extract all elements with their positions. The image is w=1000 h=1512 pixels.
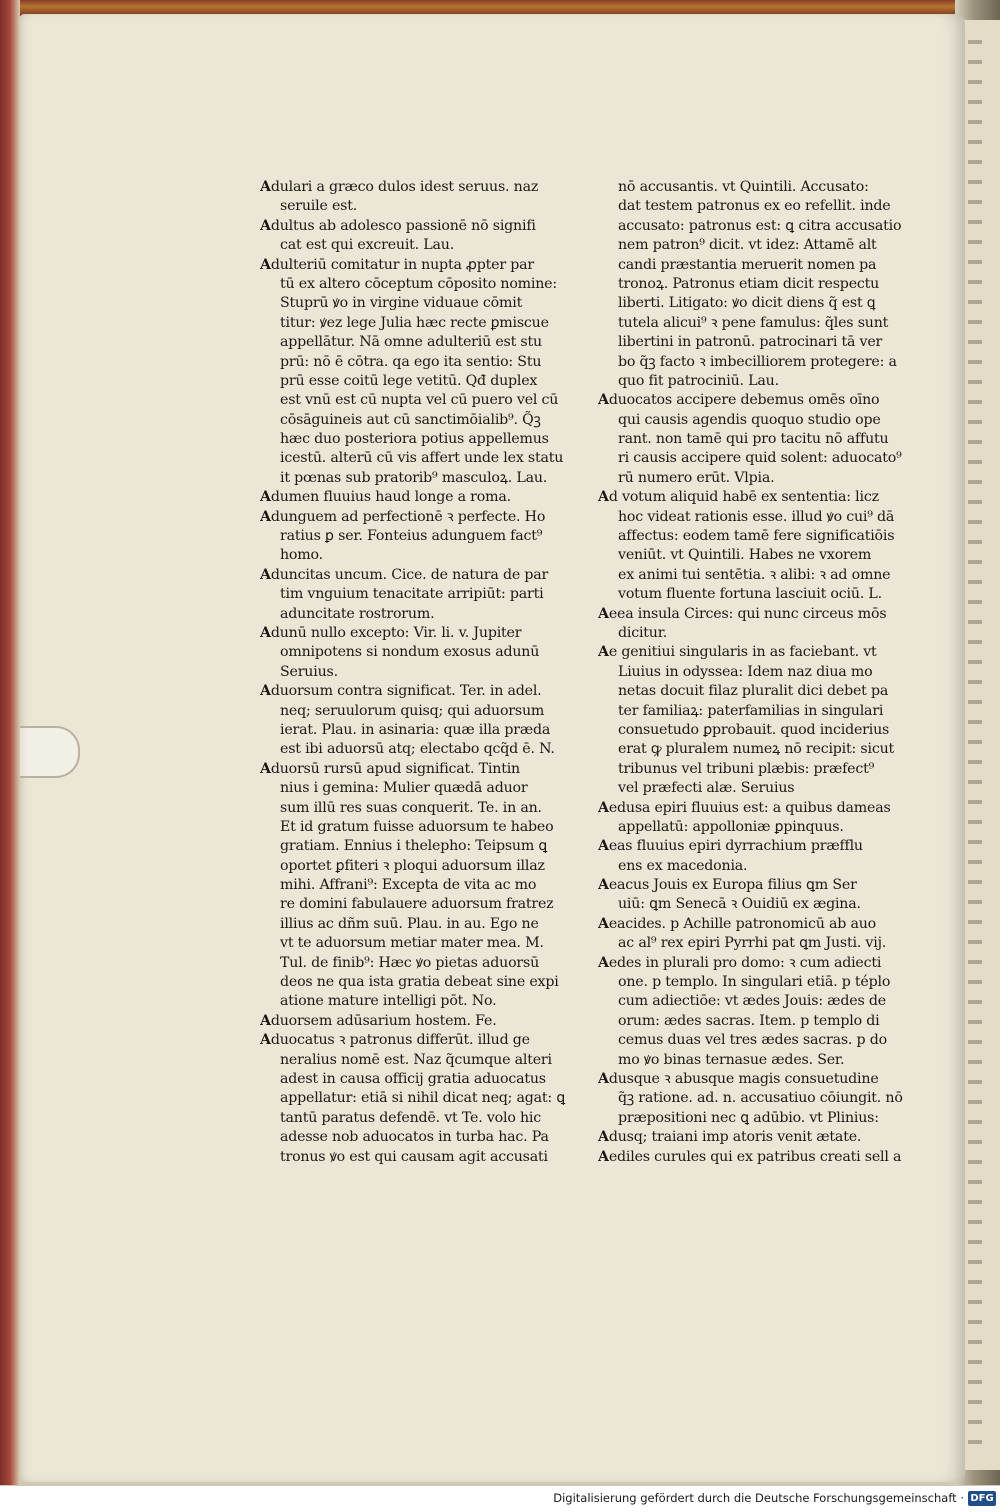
adjacent-text-line: [968, 240, 982, 244]
adjacent-text-line: [968, 380, 982, 384]
adjacent-text-line: [968, 600, 982, 604]
text-line: adest in causa officij gratia aduocatus: [280, 1070, 546, 1087]
right-text-column: [598, 178, 918, 1167]
text-line: it pœnas sub pratorib⁹ masculoꝝ. Lau.: [280, 469, 548, 486]
text-line: adesse nob aduocatos in turba hac. Pa: [280, 1129, 549, 1146]
adjacent-text-line: [968, 1420, 982, 1424]
adjacent-text-line: [968, 940, 982, 944]
adjacent-text-line: [968, 1020, 982, 1024]
text-line: Ae genitiui singularis in as faciebant. vt: [598, 644, 877, 661]
text-line: Aeas fluuius epiri dyrrachium præfflu: [598, 838, 863, 855]
adjacent-text-line: [968, 640, 982, 644]
text-line: tutela alicui⁹ ꝛ pene famulus: q̃les sunt: [618, 314, 889, 331]
adjacent-text-line: [968, 1220, 982, 1224]
adjacent-text-line: [968, 1140, 982, 1144]
text-line: nius i gemina: Mulier quædā aduor: [280, 780, 528, 797]
adjacent-text-line: [968, 520, 982, 524]
footer-bar: [0, 1486, 1000, 1512]
adjacent-text-line: [968, 1340, 982, 1344]
adjacent-text-line: [968, 560, 982, 564]
text-line: prū: nō ē cōtra. qa ego ita sentio: Stu: [280, 353, 542, 370]
adjacent-text-line: [968, 620, 982, 624]
text-line: Aduorsum contra significat. Ter. in adel.: [260, 683, 542, 700]
text-line: cum adiectiōe: vt ædes Jouis: ædes de: [618, 993, 886, 1010]
text-line: Aedusa epiri fluuius est: a quibus dameas: [598, 799, 891, 816]
text-line: dicitur.: [618, 624, 668, 641]
text-line: veniūt. vt Quintili. Habes ne vxorem: [618, 547, 872, 564]
text-line: appellātur. Nā omne adulteriū est stu: [280, 334, 542, 351]
adjacent-text-line: [968, 320, 982, 324]
text-line: Adusque ꝛ abusque magis consuetudine: [598, 1070, 879, 1087]
text-line: Et id gratum fuisse aduorsum te habeo: [280, 818, 554, 835]
adjacent-text-line: [968, 740, 982, 744]
adjacent-text-line: [968, 420, 982, 424]
adjacent-text-line: [968, 1380, 982, 1384]
adjacent-text-line: [968, 120, 982, 124]
adjacent-text-line: [968, 200, 982, 204]
adjacent-text-line: [968, 1180, 982, 1184]
adjacent-text-line: [968, 1360, 982, 1364]
text-line: homo.: [280, 547, 323, 564]
text-line: appellatū: appolloniæ ꝑpinquus.: [618, 818, 844, 835]
text-line: consuetudo ꝑprobauit. quod inciderius: [618, 721, 890, 738]
text-line: dat testem patronus ex eo refellit. inde: [618, 198, 891, 215]
adjacent-text-line: [968, 1000, 982, 1004]
text-line: Adultus ab adolesco passionē nō signifi: [260, 217, 536, 234]
adjacent-text-line: [968, 1400, 982, 1404]
text-line: Aeacus Jouis ex Europa filius ꝗm Ser: [598, 877, 857, 894]
text-line: præpositioni nec ꝗ adūbio. vt Plinius:: [618, 1109, 879, 1126]
text-line: uiū: ꝗm Senecā ꝛ Ouidiū ex ægina.: [618, 896, 861, 913]
left-text-column: [260, 178, 580, 1167]
adjacent-text-line: [968, 680, 982, 684]
bookmark-ribbon: [20, 726, 80, 778]
text-line: mihi. Affrani⁹: Excepta de vita ac mo: [280, 877, 537, 894]
text-line: prū esse coitū lege vetitū. Qđ duplex: [280, 372, 538, 389]
adjacent-text-line: [968, 340, 982, 344]
text-line: Ad votum aliquid habē ex sententia: licz: [598, 489, 879, 506]
text-line: Aeea insula Circes: qui nunc circeus mōs: [598, 605, 887, 622]
text-line: accusato: patronus est: ꝗ citra accusatio: [618, 217, 902, 234]
text-line: Seruius.: [280, 663, 338, 680]
text-line: netas docuit filaz pluralit dici debet pa: [618, 683, 889, 700]
adjacent-text-line: [968, 660, 982, 664]
adjacent-text-line: [968, 1280, 982, 1284]
text-line: rū numero erūt. Vlpia.: [618, 469, 775, 486]
book-left-edge: [0, 0, 20, 1485]
text-line: Aeacides. p Achille patronomicū ab auo: [598, 915, 876, 932]
adjacent-text-line: [968, 840, 982, 844]
text-line: Adumen fluuius haud longe a roma.: [260, 489, 511, 506]
text-line: Stuprū ꝟo in virgine viduaue cōmit: [280, 295, 523, 312]
text-line: quo fit patrociniū. Lau.: [618, 372, 779, 389]
funding-credit: Digitalisierung gefördert durch die Deutsche Forschungsgemeinschaft ·: [553, 1491, 964, 1505]
text-line: ac al⁹ rex epiri Pyrrhi pat ꝗm Justi. vij.: [618, 935, 887, 952]
text-line: Adunū nullo excepto: Vir. li. v. Jupiter: [260, 624, 522, 641]
adjacent-text-line: [968, 920, 982, 924]
adjacent-text-line: [968, 400, 982, 404]
text-line: neralius nomē est. Naz q̃cumque alteri: [280, 1051, 552, 1068]
text-line: nem patron⁹ dicit. vt idez: Attamē alt: [618, 237, 877, 254]
text-line: rant. non tamē qui pro tacitu nō affutu: [618, 431, 889, 448]
text-line: Aduorsū rursū apud significat. Tintin: [260, 760, 520, 777]
text-line: ex animi tui sentētia. ꝛ alibi: ꝛ ad omne: [618, 566, 891, 583]
text-line: orum: ædes sacras. Item. p templo di: [618, 1012, 880, 1029]
adjacent-text-line: [968, 140, 982, 144]
text-line: qui causis agendis quoquo studio ope: [618, 411, 881, 428]
text-line: affectus: eodem tamē fere significatiōis: [618, 528, 895, 545]
adjacent-text-line: [968, 1240, 982, 1244]
text-line: Aduocatos accipere debemus omēs oīno: [598, 392, 880, 409]
adjacent-text-line: [968, 180, 982, 184]
text-line: Liuius in odyssea: Idem naz diua mo: [618, 663, 873, 680]
adjacent-text-line: [968, 1300, 982, 1304]
text-line: icestū. alterū cū vis affert unde lex statu: [280, 450, 564, 467]
text-line: gratiam. Ennius i thelepho: Teipsum ꝗ: [280, 838, 548, 855]
adjacent-text-line: [968, 1320, 982, 1324]
adjacent-text-line: [968, 700, 982, 704]
text-line: hæc duo posteriora potius appellemus: [280, 431, 549, 448]
adjacent-text-line: [968, 960, 982, 964]
adjacent-text-line: [968, 460, 982, 464]
text-line: candi præstantia meruerit nomen pa: [618, 256, 877, 273]
adjacent-text-line: [968, 160, 982, 164]
text-line: tim vnguium tenacitate arripiūt: parti: [280, 586, 544, 603]
text-line: Adusq; traiani imp atoris venit ætate.: [598, 1129, 862, 1146]
text-line: Aedes in plurali pro domo: ꝛ cum adiecti: [598, 954, 882, 971]
adjacent-text-line: [968, 300, 982, 304]
adjacent-text-line: [968, 780, 982, 784]
adjacent-text-line: [968, 260, 982, 264]
text-line: Aediles curules qui ex patribus creati sell a: [598, 1148, 902, 1165]
text-line: vel præfecti alæ. Seruius: [618, 780, 795, 797]
text-line: illius ac dñm suū. Plau. in au. Ego ne: [280, 915, 539, 932]
text-line: cat est qui excreuit. Lau.: [280, 237, 455, 254]
text-line: re domini fabulauere aduorsum fratrez: [280, 896, 554, 913]
text-line: neq; seruulorum quisq; qui aduorsum: [280, 702, 545, 719]
text-line: bo q̃ꝫ facto ꝛ imbecilliorem protegere: a: [618, 353, 897, 370]
adjacent-text-line: [968, 440, 982, 444]
text-line: cemus duas vel tres ædes sacras. p do: [618, 1032, 887, 1049]
adjacent-text-line: [968, 60, 982, 64]
adjacent-text-line: [968, 800, 982, 804]
text-line: titur: ꝟez lege Julia hæc recte ꝑmiscue: [280, 314, 549, 331]
adjacent-text-line: [968, 1040, 982, 1044]
text-line: oportet ꝑfiteri ꝛ ploqui aduorsum illaz: [280, 857, 545, 874]
adjacent-text-line: [968, 900, 982, 904]
adjacent-text-line: [968, 580, 982, 584]
text-line: deos ne qua ista gratia debeat sine expi: [280, 974, 559, 991]
text-line: Aduorsem adūsarium hostem. Fe.: [260, 1012, 497, 1029]
text-line: Adunguem ad perfectionē ꝛ perfecte. Ho: [260, 508, 546, 525]
adjacent-text-line: [968, 1060, 982, 1064]
adjacent-text-line: [968, 1260, 982, 1264]
adjacent-text-line: [968, 980, 982, 984]
text-line: vt te aduorsum metiar mater mea. M.: [280, 935, 544, 952]
text-line: one. p templo. In singulari etiā. p téplo: [618, 974, 891, 991]
adjacent-text-line: [968, 480, 982, 484]
text-line: omnipotens si nondum exosus adunū: [280, 644, 540, 661]
text-line: appellatur: etiā si nihil dicat neq; agat: ꝗ: [280, 1090, 566, 1107]
adjacent-text-line: [968, 860, 982, 864]
adjacent-text-line: [968, 500, 982, 504]
text-line: Aduocatus ꝛ patronus differūt. illud ge: [260, 1032, 530, 1049]
text-line: Adulteriū comitatur in nupta ꝓpter par: [260, 256, 534, 273]
text-line: hoc videat rationis esse. illud ꝟo cui⁹ dā: [618, 508, 895, 525]
dfg-logo: DFG: [968, 1491, 996, 1506]
text-line: tronoꝝ. Patronus etiam dicit respectu: [618, 275, 880, 292]
text-line: tribunus vel tribuni plæbis: præfect⁹: [618, 760, 875, 777]
adjacent-text-line: [968, 1440, 982, 1444]
adjacent-text-line: [968, 80, 982, 84]
text-line: Adulari a græco dulos idest seruus. naz: [260, 179, 539, 195]
text-line: q̃ꝫ ratione. ad. n. accusatiuo cōiungit. nō: [618, 1090, 903, 1107]
text-line: liberti. Litigato: ꝟo dicit diens q̃ est ꝗ: [618, 295, 876, 312]
adjacent-text-line: [968, 100, 982, 104]
text-line: aduncitate rostrorum.: [280, 605, 435, 622]
text-line: erat ꝙ pluralem numeꝝ nō recipit: sicut: [618, 741, 895, 758]
adjacent-text-line: [968, 880, 982, 884]
adjacent-text-line: [968, 280, 982, 284]
adjacent-text-line: [968, 1160, 982, 1164]
adjacent-text-line: [968, 1200, 982, 1204]
text-line: Tul. de finib⁹: Hæc ꝟo pietas aduorsū: [280, 954, 540, 971]
text-line: ri causis accipere quid solent: aduocato⁹: [618, 450, 902, 467]
adjacent-text-line: [968, 820, 982, 824]
text-line: Aduncitas uncum. Cice. de natura de par: [260, 566, 549, 583]
text-line: seruile est.: [280, 198, 358, 215]
text-line: ratius ꝑ ser. Fonteius adunguem fact⁹: [280, 528, 543, 545]
adjacent-text-line: [968, 40, 982, 44]
adjacent-text-line: [968, 720, 982, 724]
text-line: libertini in patronū. patrocinari tā ver: [618, 334, 883, 351]
adjacent-text-line: [968, 540, 982, 544]
adjacent-text-line: [968, 1080, 982, 1084]
adjacent-text-line: [968, 1100, 982, 1104]
text-line: sum illū res suas conquerit. Te. in an.: [280, 799, 542, 816]
text-line: mo ꝟo binas ternasue ædes. Ser.: [618, 1051, 845, 1068]
text-line: ens ex macedonia.: [618, 857, 748, 874]
adjacent-text-line: [968, 220, 982, 224]
adjacent-text-line: [968, 360, 982, 364]
text-line: tū ex altero cōceptum cōposito nomine:: [280, 275, 557, 292]
text-line: ter familiaꝝ: paterfamilias in singulari: [618, 702, 884, 719]
text-line: cōsāguineis aut cū sanctimōialib⁹. Q̃ꝫ: [280, 411, 541, 428]
text-line: votum fluente fortuna lasciuit ociū. L.: [618, 586, 882, 603]
text-line: tronus ꝟo est qui causam agit accusati: [280, 1148, 548, 1165]
text-line: tantū paratus defendē. vt Te. volo hic: [280, 1109, 541, 1126]
text-line: atione mature intelligi pōt. No.: [280, 993, 497, 1010]
text-line: nō accusantis. vt Quintili. Accusato:: [618, 179, 869, 195]
text-line: est ibi aduorsū atq; electabo qcq̃d ē. N.: [280, 741, 555, 758]
text-line: est vnū est cū nupta vel cū puero vel cū: [280, 392, 559, 409]
adjacent-text-line: [968, 1120, 982, 1124]
adjacent-text-line: [968, 760, 982, 764]
text-line: ierat. Plau. in asinaria: quæ illa præda: [280, 721, 551, 738]
